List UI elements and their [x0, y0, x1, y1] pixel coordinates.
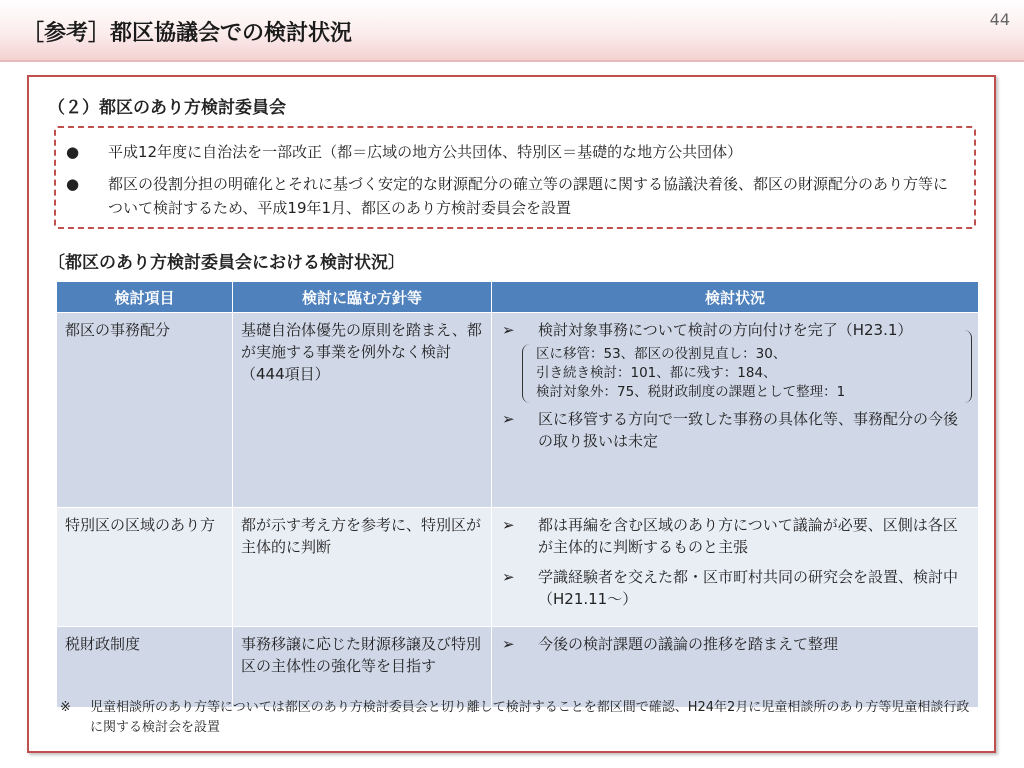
right-brace [963, 330, 972, 403]
header-status: 検討状況 [492, 282, 979, 313]
bullet-marker: ● [66, 175, 80, 193]
breakdown-line: 引き続き検討：101、都に残す：184、 [536, 365, 777, 381]
page-title: ［参考］都区協議会での検討状況 [22, 21, 353, 46]
cell-policy: 都が示す考え方を参考に、特別区が主体的に判断 [233, 508, 492, 627]
header-item: 検討項目 [57, 282, 233, 313]
cell-status [492, 627, 979, 708]
header-policy: 検討に臨む方針等 [233, 282, 492, 313]
cell-status [492, 508, 979, 627]
cell-policy: 事務移譲に応じた財源移譲及び特別区の主体性の強化等を目指す [233, 627, 492, 708]
section-title: （２）都区のあり方検討委員会 [48, 98, 286, 118]
arrow-bullet: ➢ [502, 410, 515, 428]
status-text: 今後の検討課題の議論の推移を踏まえて整理 [538, 635, 839, 653]
status-item [500, 514, 970, 558]
status-text: 区に移管する方向で一致した事務の具体化等、事務配分の今後の取り扱いは未定 [538, 410, 959, 450]
table-row [57, 508, 979, 627]
cell-item: 特別区の区域のあり方 [57, 508, 233, 627]
bullet-marker: ● [66, 143, 80, 161]
bullet-text: 都区の役割分担の明確化とそれに基づく安定的な財源配分の確立等の課題に関する協議決着後、都区の財源配分のあり方等について検討するため、平成19年1月、都区のあり方検討委員会を設置 [108, 175, 949, 217]
arrow-bullet: ➢ [502, 568, 515, 586]
footnote-mark: ※ [60, 700, 71, 715]
status-item [500, 408, 970, 452]
table-row [57, 313, 979, 508]
table-row [57, 627, 979, 708]
breakdown-line: 区に移管：53、都区の役割見直し：30、 [536, 346, 787, 362]
bullet-text: 平成12年度に自治法を一部改正（都＝広域の地方公共団体、特別区＝基礎的な地方公共団体） [108, 143, 743, 161]
status-text: 都は再編を含む区域のあり方について議論が必要、区側は各区が主体的に判断するものと主張 [538, 516, 958, 556]
page-number: 44 [989, 10, 1010, 29]
breakdown-line: 検討対象外：75、税財政制度の課題として整理：1 [536, 384, 846, 400]
breakdown-box [522, 344, 970, 403]
status-item [500, 566, 970, 610]
subsection-title: 〔都区のあり方検討委員会における検討状況〕 [48, 253, 405, 273]
cell-item: 都区の事務配分 [57, 313, 233, 508]
status-text: 学識経験者を交えた都・区市町村共同の研究会を設置、検討中（H21.11～） [538, 568, 959, 608]
status-item [500, 633, 970, 655]
arrow-bullet: ➢ [502, 516, 515, 534]
header-divider [0, 60, 1024, 62]
status-table [56, 281, 979, 708]
status-item [500, 319, 970, 341]
cell-policy: 基礎自治体優先の原則を踏まえ、都が実施する事業を例外なく検討 （444項目） [233, 313, 492, 508]
cell-status [492, 313, 979, 508]
cell-item: 税財政制度 [57, 627, 233, 708]
left-brace [522, 344, 531, 403]
status-text: 検討対象事務について検討の方向付けを完了（H23.1） [538, 321, 913, 339]
arrow-bullet: ➢ [502, 635, 515, 653]
footnote-text: 児童相談所のあり方等については都区のあり方検討委員会と切り離して検討することを都区間で確認、H24年2月に児童相談所のあり方等児童相談行政に関する検討会を設置 [90, 700, 970, 735]
arrow-bullet: ➢ [502, 321, 515, 339]
table-header-row [57, 282, 979, 313]
